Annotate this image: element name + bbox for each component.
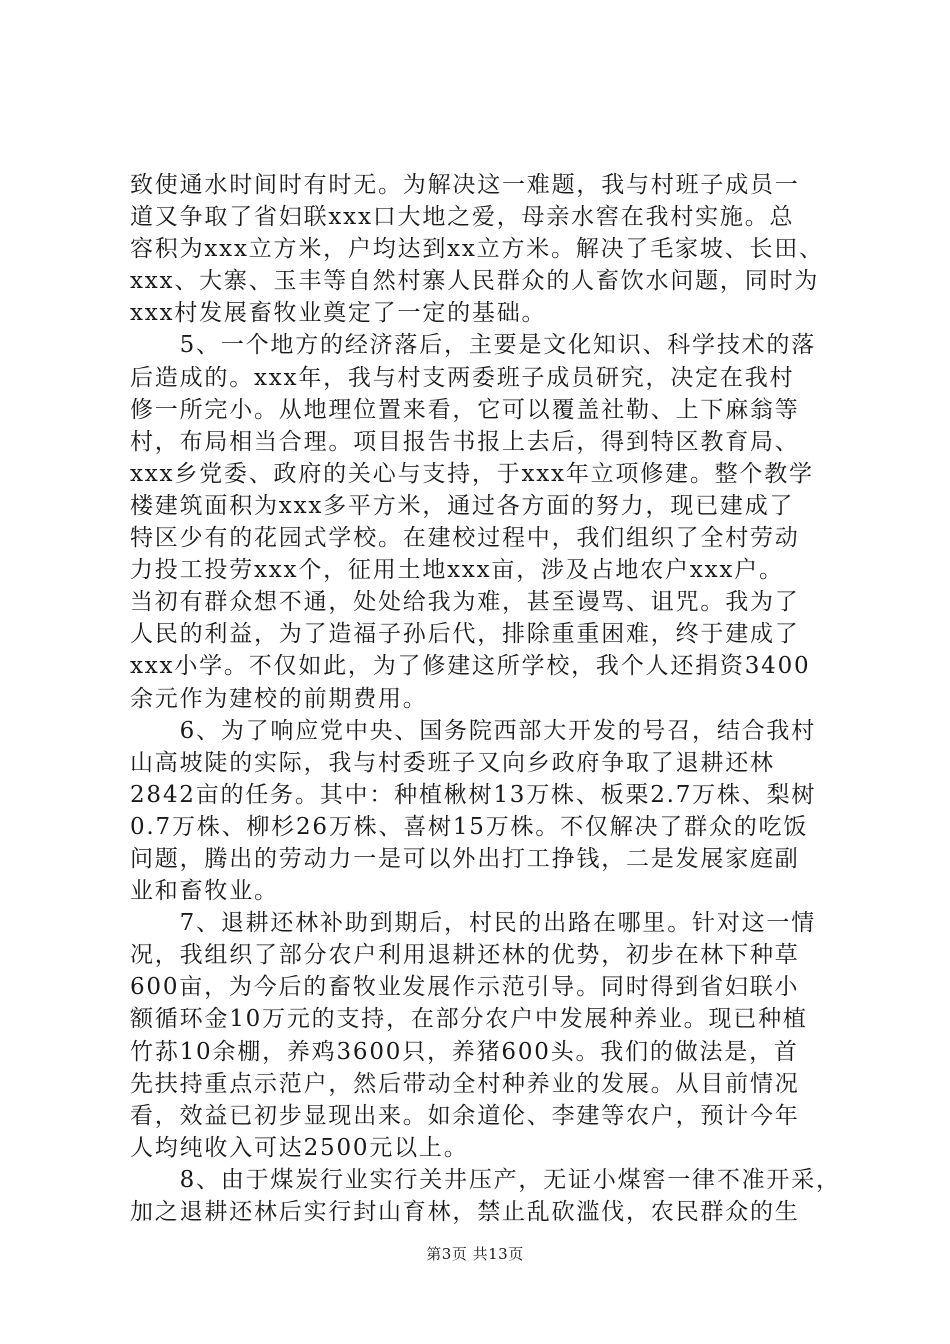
- page-number-label: 第3页 共13页: [426, 1245, 524, 1263]
- text-line: 村，布局相当合理。项目报告书报上去后，得到特区教育局、: [130, 428, 800, 455]
- text-line: xxx、大寨、玉丰等自然村寨人民群众的人畜饮水问题，同时为: [130, 268, 820, 295]
- body-text: [130, 169, 841, 1228]
- text-line: 山高坡陡的实际，我与村委班子又向乡政府争取了退耕还林: [130, 749, 775, 776]
- text-line: 额循环金10万元的支持，在部分农户中发展种养业。现已种植: [130, 1006, 808, 1033]
- text-line: 后造成的。xxx年，我与村支两委班子成员研究，决定在我村: [130, 364, 795, 391]
- text-line: 8、由于煤炭行业实行关井压产，无证小煤窖一律不准开采，: [130, 1166, 841, 1193]
- text-line: xxx乡党委、政府的关心与支持，于xxx年立项修建。整个教学: [130, 460, 814, 487]
- text-line: 修一所完小。从地理位置来看，它可以覆盖社勒、上下麻翁等: [130, 396, 800, 423]
- text-line: 人民的利益，为了造福子孙后代，排除重重困难，终于建成了: [130, 621, 800, 648]
- text-line: 况，我组织了部分农户利用退耕还林的优势，初步在林下种草: [130, 942, 800, 969]
- text-line: 7、退耕还林补助到期后，村民的出路在哪里。针对这一情: [130, 910, 817, 937]
- text-line: 余元作为建校的前期费用。: [130, 685, 428, 712]
- text-line: 业和畜牧业。: [130, 878, 279, 905]
- text-line: xxx村发展畜牧业奠定了一定的基础。: [130, 300, 547, 327]
- text-line: 加之退耕还林后实行封山育林，禁止乱砍滥伐，农民群众的生: [130, 1199, 800, 1225]
- text-line: 600亩，为今后的畜牧业发展作示范引导。同时得到省妇联小: [130, 974, 800, 1001]
- text-line: xxx小学。不仅如此，为了修建这所学校，我个人还捐资3400: [130, 653, 811, 680]
- text-line: 容积为xxx立方米，户均达到xx立方米。解决了毛家坡、长田、: [130, 236, 824, 263]
- page-footer: [0, 1243, 950, 1264]
- text-line: 0.7万株、柳杉26万株、喜树15万株。不仅解决了群众的吃饭: [130, 813, 809, 840]
- text-line: 人均纯收入可达2500元以上。: [130, 1134, 469, 1161]
- text-line: 特区少有的花园式学校。在建校过程中，我们组织了全村劳动: [130, 525, 800, 552]
- text-line: 道又争取了省妇联xxx口大地之爱，母亲水窖在我村实施。总: [130, 204, 795, 231]
- text-line: 力投工投劳xxx个，征用土地xxx亩，涉及占地农户xxx户。: [130, 557, 784, 584]
- text-line: 竹荪10余棚，养鸡3600只，养猪600头。我们的做法是，首: [130, 1038, 799, 1065]
- text-line: 2842亩的任务。其中：种植楸树13万株、板栗2.7万株、梨树: [130, 781, 817, 808]
- text-line: 6、为了响应党中央、国务院西部大开发的号召，结合我村: [130, 717, 817, 744]
- text-line: 楼建筑面积为xxx多平方米，通过各方面的努力，现已建成了: [130, 492, 795, 519]
- text-line: 看，效益已初步显现出来。如余道伦、李建等农户，预计今年: [130, 1102, 800, 1129]
- text-line: 先扶持重点示范户，然后带动全村种养业的发展。从目前情况: [130, 1070, 800, 1097]
- text-line: 问题，腾出的劳动力一是可以外出打工挣钱，二是发展家庭副: [130, 845, 800, 872]
- text-line: 致使通水时间时有时无。为解决这一难题，我与村班子成员一: [130, 172, 800, 198]
- text-line: 当初有群众想不通，处处给我为难，甚至谩骂、诅咒。我为了: [130, 589, 800, 616]
- text-line: 5、一个地方的经济落后，主要是文化知识、科学技术的落: [130, 332, 817, 359]
